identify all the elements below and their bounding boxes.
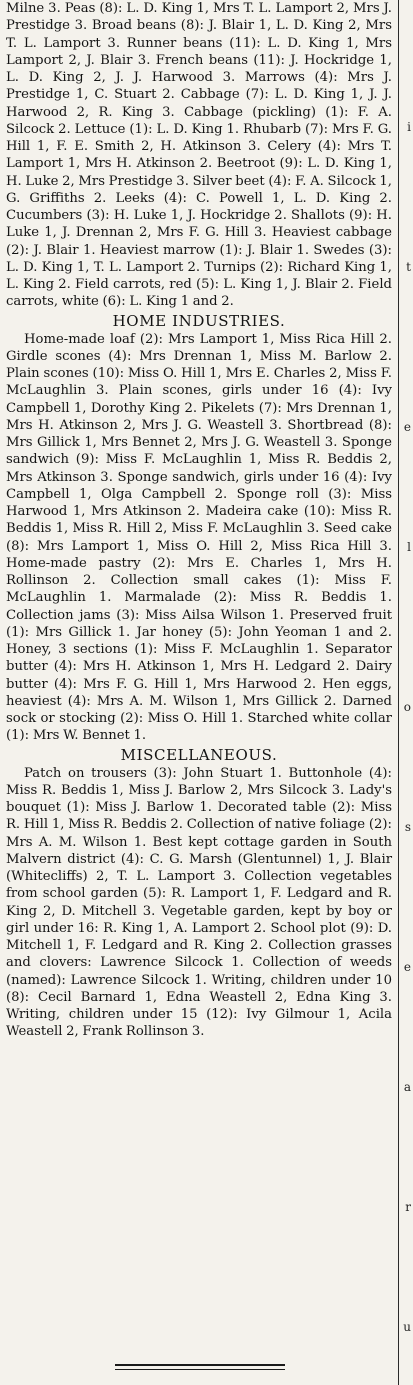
edge-fragment: r bbox=[405, 1200, 411, 1214]
vegetables-results: Milne 3. Peas (8): L. D. King 1, Mrs T. L. Lamport 2, Mrs J. Prestidge 3. Broad beans (8): J. Blair 1, L. D. King 2, Mrs T. L. Lamport 3. Runner beans (11): L. D. King 1, Mrs Lamport 2, J. Blair 3. French beans (11): J. Hockridge 1, L. D. King 2, J. J. Harwood 3. Marrows (4): Mrs J. Prestidge 1, C. Stuart 2. Cabbage (7): L. D. King 1, J. J. Harwood 2, R. King 3. Cabbage (pickling) (1): F. A. Silcock 2. Lettuce (1): L. D. King 1. Rhubarb (7): Mrs F. G. Hill 1, F. E. Smith 2, H. Atkinson 3. Celery (4): Mrs T. Lamport 1, Mrs H. Atkinson 2. Beetroot (9): L. D. King 1, H. Luke 2, Mrs Prestidge 3. Silver beet (4): F. A. Silcock 1, G. Griffiths 2. Leeks (4): C. Powell 1, L. D. King 2. Cucumbers (3): H. Luke 1, J. Hockridge 2. Shallots (9): H. Luke 1, J. Drennan 2, Mrs F. G. Hill 3. Heaviest cabbage (2): J. Blair 1. Heaviest marrow (1): J. Blair 1. Swedes (3): L. D. King 1, T. L. Lamport 2. Turnips (2): Richard King 1, L. King 2. Field carrots, red (5): L. King 1, J. Blair 2. Field carrots, white (6): L. King 1 and 2. bbox=[6, 1, 392, 310]
edge-fragment: a bbox=[403, 1080, 411, 1094]
miscellaneous-heading: MISCELLANEOUS. bbox=[120, 745, 278, 764]
edge-fragment: u bbox=[403, 1320, 411, 1334]
end-rule-thin bbox=[115, 1369, 285, 1370]
adjacent-column-edge bbox=[398, 0, 413, 1385]
edge-fragment: s bbox=[404, 820, 411, 834]
article-column bbox=[6, 0, 392, 1041]
edge-fragment: i bbox=[407, 120, 411, 134]
end-rule bbox=[115, 1364, 285, 1373]
edge-fragment: l bbox=[407, 540, 411, 554]
edge-fragment: e bbox=[403, 420, 411, 434]
edge-fragment: o bbox=[403, 700, 411, 714]
miscellaneous-results: Patch on trousers (3): John Stuart 1. Buttonhole (4): Miss R. Beddis 1, Miss J. Barlow 2, Mrs Silcock 3. Lady's bouquet (1): Miss J. Barlow 1. Decorated table (2): Miss R. Hill 1, Miss R. Beddis 2. Collection of native foliage (2): Mrs A. M. Wilson 1. Best kept cottage garden in South Malvern district (4): C. G. Marsh (Glentunnel) 1, J. Blair (Whitecliffs) 2, T. L. Lamport 3. Collection vegetables from school garden (5): R. Lamport 1, F. Ledgard and R. King 2, D. Mitchell 3. Vegetable garden, kept by boy or girl under 16: R. King 1, A. Lamport 2. School plot (9): D. Mitchell 1, F. Ledgard and R. King 2. Collection grasses and clovers: Lawrence Silcock 1. Collection of weeds (named): Lawrence Silcock 1. Writing, children under 10 (8): Cecil Barnard 1, Edna Weastell 2, Edna King 3. Writing, children under 15 (12): Ivy Gilmour 1, Acila Weastell 2, Frank Rollinson 3. bbox=[6, 765, 392, 1040]
home-industries-results: Home-made loaf (2): Mrs Lamport 1, Miss Rica Hill 2. Girdle scones (4): Mrs Drennan 1, Miss M. Barlow 2. Plain scones (10): Miss O. Hill 1, Mrs E. Charles 2, Miss F. McLaughlin 3. Plain scones, girls under 16 (4): Ivy Campbell 1, Dorothy King 2. Pikelets (7): Mrs Drennan 1, Mrs H. Atkinson 2, Mrs J. G. Weastell 3. Shortbread (8): Mrs Gillick 1, Mrs Bennet 2, Mrs J. G. Weastell 3. Sponge sandwich (9): Miss F. McLaughlin 1, Miss R. Beddis 2, Mrs Atkinson 3. Sponge sandwich, girls under 16 (4): Ivy Campbell 1, Olga Campbell 2. Sponge roll (3): Miss Harwood 1, Mrs Atkinson 2. Madeira cake (10): Miss R. Beddis 1, Miss R. Hill 2, Miss F. McLaughlin 3. Seed cake (8): Mrs Lamport 1, Miss O. Hill 2, Miss Rica Hill 3. Home-made pastry (2): Mrs E. Charles 1, Mrs H. Rollinson 2. Collection small cakes (1): Miss F. McLaughlin 1. Marmalade (2): Miss R. Beddis 1. Collection jams (3): Miss Ailsa Wilson 1. Preserved fruit (1): Mrs Gillick 1. Jar honey (5): John Yeoman 1 and 2. Honey, 3 sections (1): Miss F. McLaughlin 1. Separator butter (4): Mrs H. Atkinson 1, Mrs H. Ledgard 2. Dairy butter (4): Mrs F. G. Hill 1, Mrs Harwood 2. Hen eggs, heaviest (4): Mrs A. M. Wilson 1, Mrs Gillick 2. Darned sock or stocking (2): Miss O. Hill 1. Starched white collar (1): Mrs W. Bennet 1. bbox=[6, 331, 392, 744]
edge-fragment: e bbox=[403, 960, 411, 974]
end-rule-thick bbox=[115, 1364, 285, 1366]
edge-fragment: t bbox=[406, 260, 411, 274]
home-industries-heading: HOME INDUSTRIES. bbox=[112, 311, 286, 330]
